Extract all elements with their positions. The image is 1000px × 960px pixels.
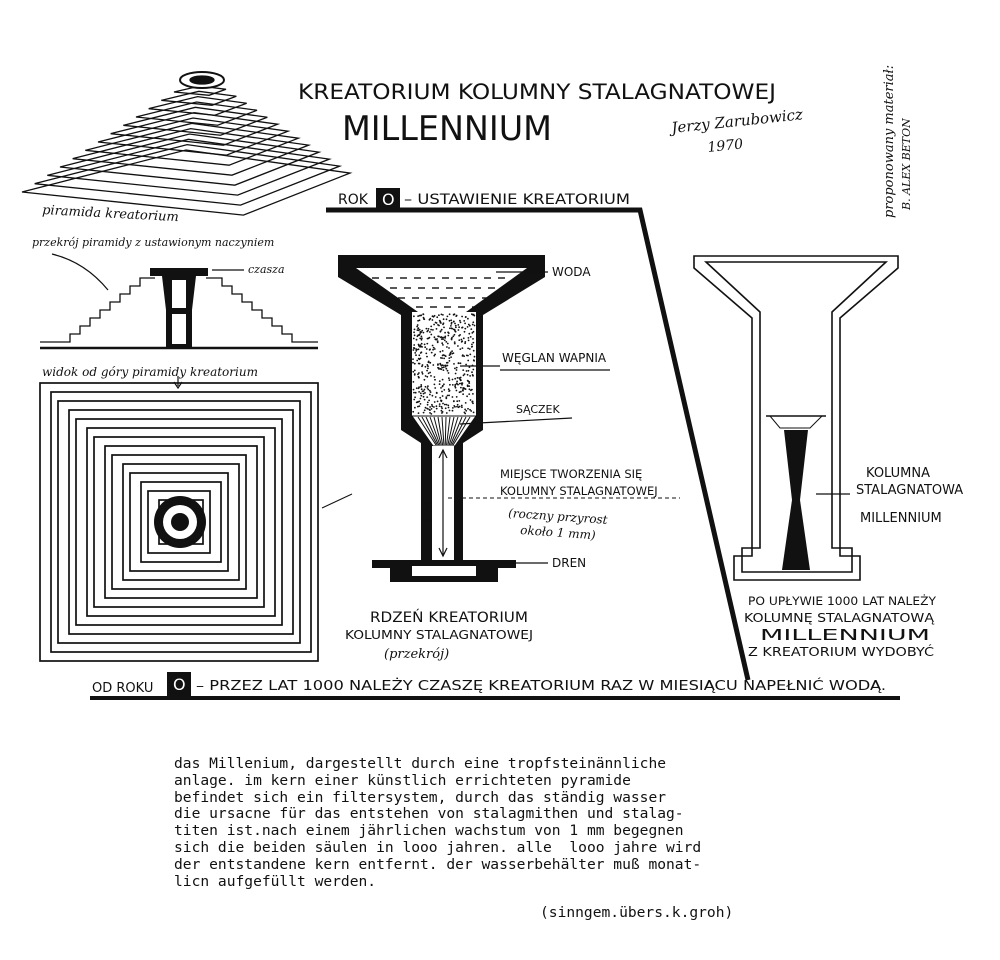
bottom-band-text: – PRZEZ LAT 1000 NALEŻY CZASZĘ KREATORIUM RAZ W MIESIĄCU NAPEŁNIĆ WODĄ. bbox=[196, 679, 748, 694]
top-view-caption: widok od góry piramidy kreatorium bbox=[42, 365, 258, 379]
caption-line: befindet sich ein filtersystem, durch das ständig wasser bbox=[174, 788, 667, 806]
material-note: proponowany materiał: bbox=[882, 64, 897, 218]
caption-line: titen ist.nach einem jährlichen wachstum von 1 mm begegnen bbox=[174, 822, 684, 840]
filter-label: SĄCZEK bbox=[516, 403, 560, 416]
bottom-band-digit: O bbox=[173, 675, 186, 694]
material-note-2: B. ALEX BETON bbox=[900, 118, 913, 210]
column-label-2: STALAGNATOWA bbox=[856, 483, 964, 498]
column-label-3: MILLENNIUM bbox=[860, 511, 942, 526]
year-zero-prefix: ROK bbox=[338, 192, 368, 208]
caption-line: anlage. im kern einer künstlich errichteten pyramide bbox=[174, 771, 631, 789]
caption-line: die ursacne für das entstehen von stalagmithen und stalag- bbox=[174, 805, 684, 823]
year-zero-suffix: – USTAWIENIE KREATORIUM bbox=[404, 192, 630, 208]
core-caption-2: KOLUMNY STALAGNATOWEJ bbox=[345, 627, 533, 642]
growth-note-1: (roczny przyrost bbox=[507, 506, 608, 527]
after-1000-line-3: MILLENNIUM bbox=[760, 626, 930, 644]
core-section bbox=[338, 255, 545, 582]
bottom-band-prefix: OD ROKU bbox=[92, 681, 154, 696]
growth-note-2: około 1 mm) bbox=[519, 523, 597, 543]
section-caption: przekrój piramidy z ustawionym naczyniem bbox=[32, 236, 275, 249]
pyramid-caption: piramida kreatorium bbox=[41, 203, 180, 226]
after-1000-line-4: Z KREATORIUM WYDOBYĆ bbox=[748, 645, 904, 659]
section-arrow bbox=[52, 254, 108, 290]
year-zero-digit: O bbox=[382, 190, 395, 209]
translation-credit: (sinngem.übers.k.groh) bbox=[540, 904, 734, 921]
caption-line: sich die beiden säulen in looo jahren. alle looo jahre wird bbox=[174, 838, 702, 856]
caption-line: der entstandene kern entfernt. der wasserbehälter muß monat- bbox=[174, 855, 702, 873]
connector-line bbox=[322, 494, 352, 508]
caption-line: das Millenium, dargestellt durch eine tropfsteinännliche bbox=[174, 755, 667, 772]
after-1000-line-1: PO UPŁYWIE 1000 LAT NALEŻY bbox=[748, 594, 925, 608]
formation-label-2: KOLUMNY STALAGNATOWEJ bbox=[500, 484, 658, 498]
signature: Jerzy Zarubowicz bbox=[670, 105, 804, 137]
caption-paragraph bbox=[174, 756, 854, 890]
stalagnate-column bbox=[782, 430, 810, 570]
core-caption-1: RDZEŃ KREATORIUM bbox=[370, 610, 516, 626]
title-line-2: MILLENNIUM bbox=[342, 109, 552, 149]
section-core bbox=[150, 268, 208, 348]
signature-year: 1970 bbox=[706, 136, 744, 156]
water-label: WODA bbox=[552, 265, 591, 279]
calcium-label: WĘGLAN WAPNIA bbox=[502, 351, 607, 365]
core-caption-3: (przekrój) bbox=[384, 647, 450, 662]
caption-line: licn aufgefüllt werden. bbox=[174, 872, 377, 890]
section-bowl-label: czasza bbox=[248, 263, 285, 276]
after-1000-line-2: KOLUMNĘ STALAGNATOWĄ bbox=[744, 611, 935, 625]
top-view-target bbox=[154, 496, 206, 548]
drain-label: DREN bbox=[552, 556, 587, 570]
title-line-1: KREATORIUM KOLUMNY STALAGNATOWEJ bbox=[298, 80, 776, 104]
dimension-label: 1 m bbox=[421, 501, 435, 524]
formation-label-1: MIEJSCE TWORZENIA SIĘ bbox=[500, 467, 643, 481]
column-label-1: KOLUMNA bbox=[866, 466, 930, 481]
